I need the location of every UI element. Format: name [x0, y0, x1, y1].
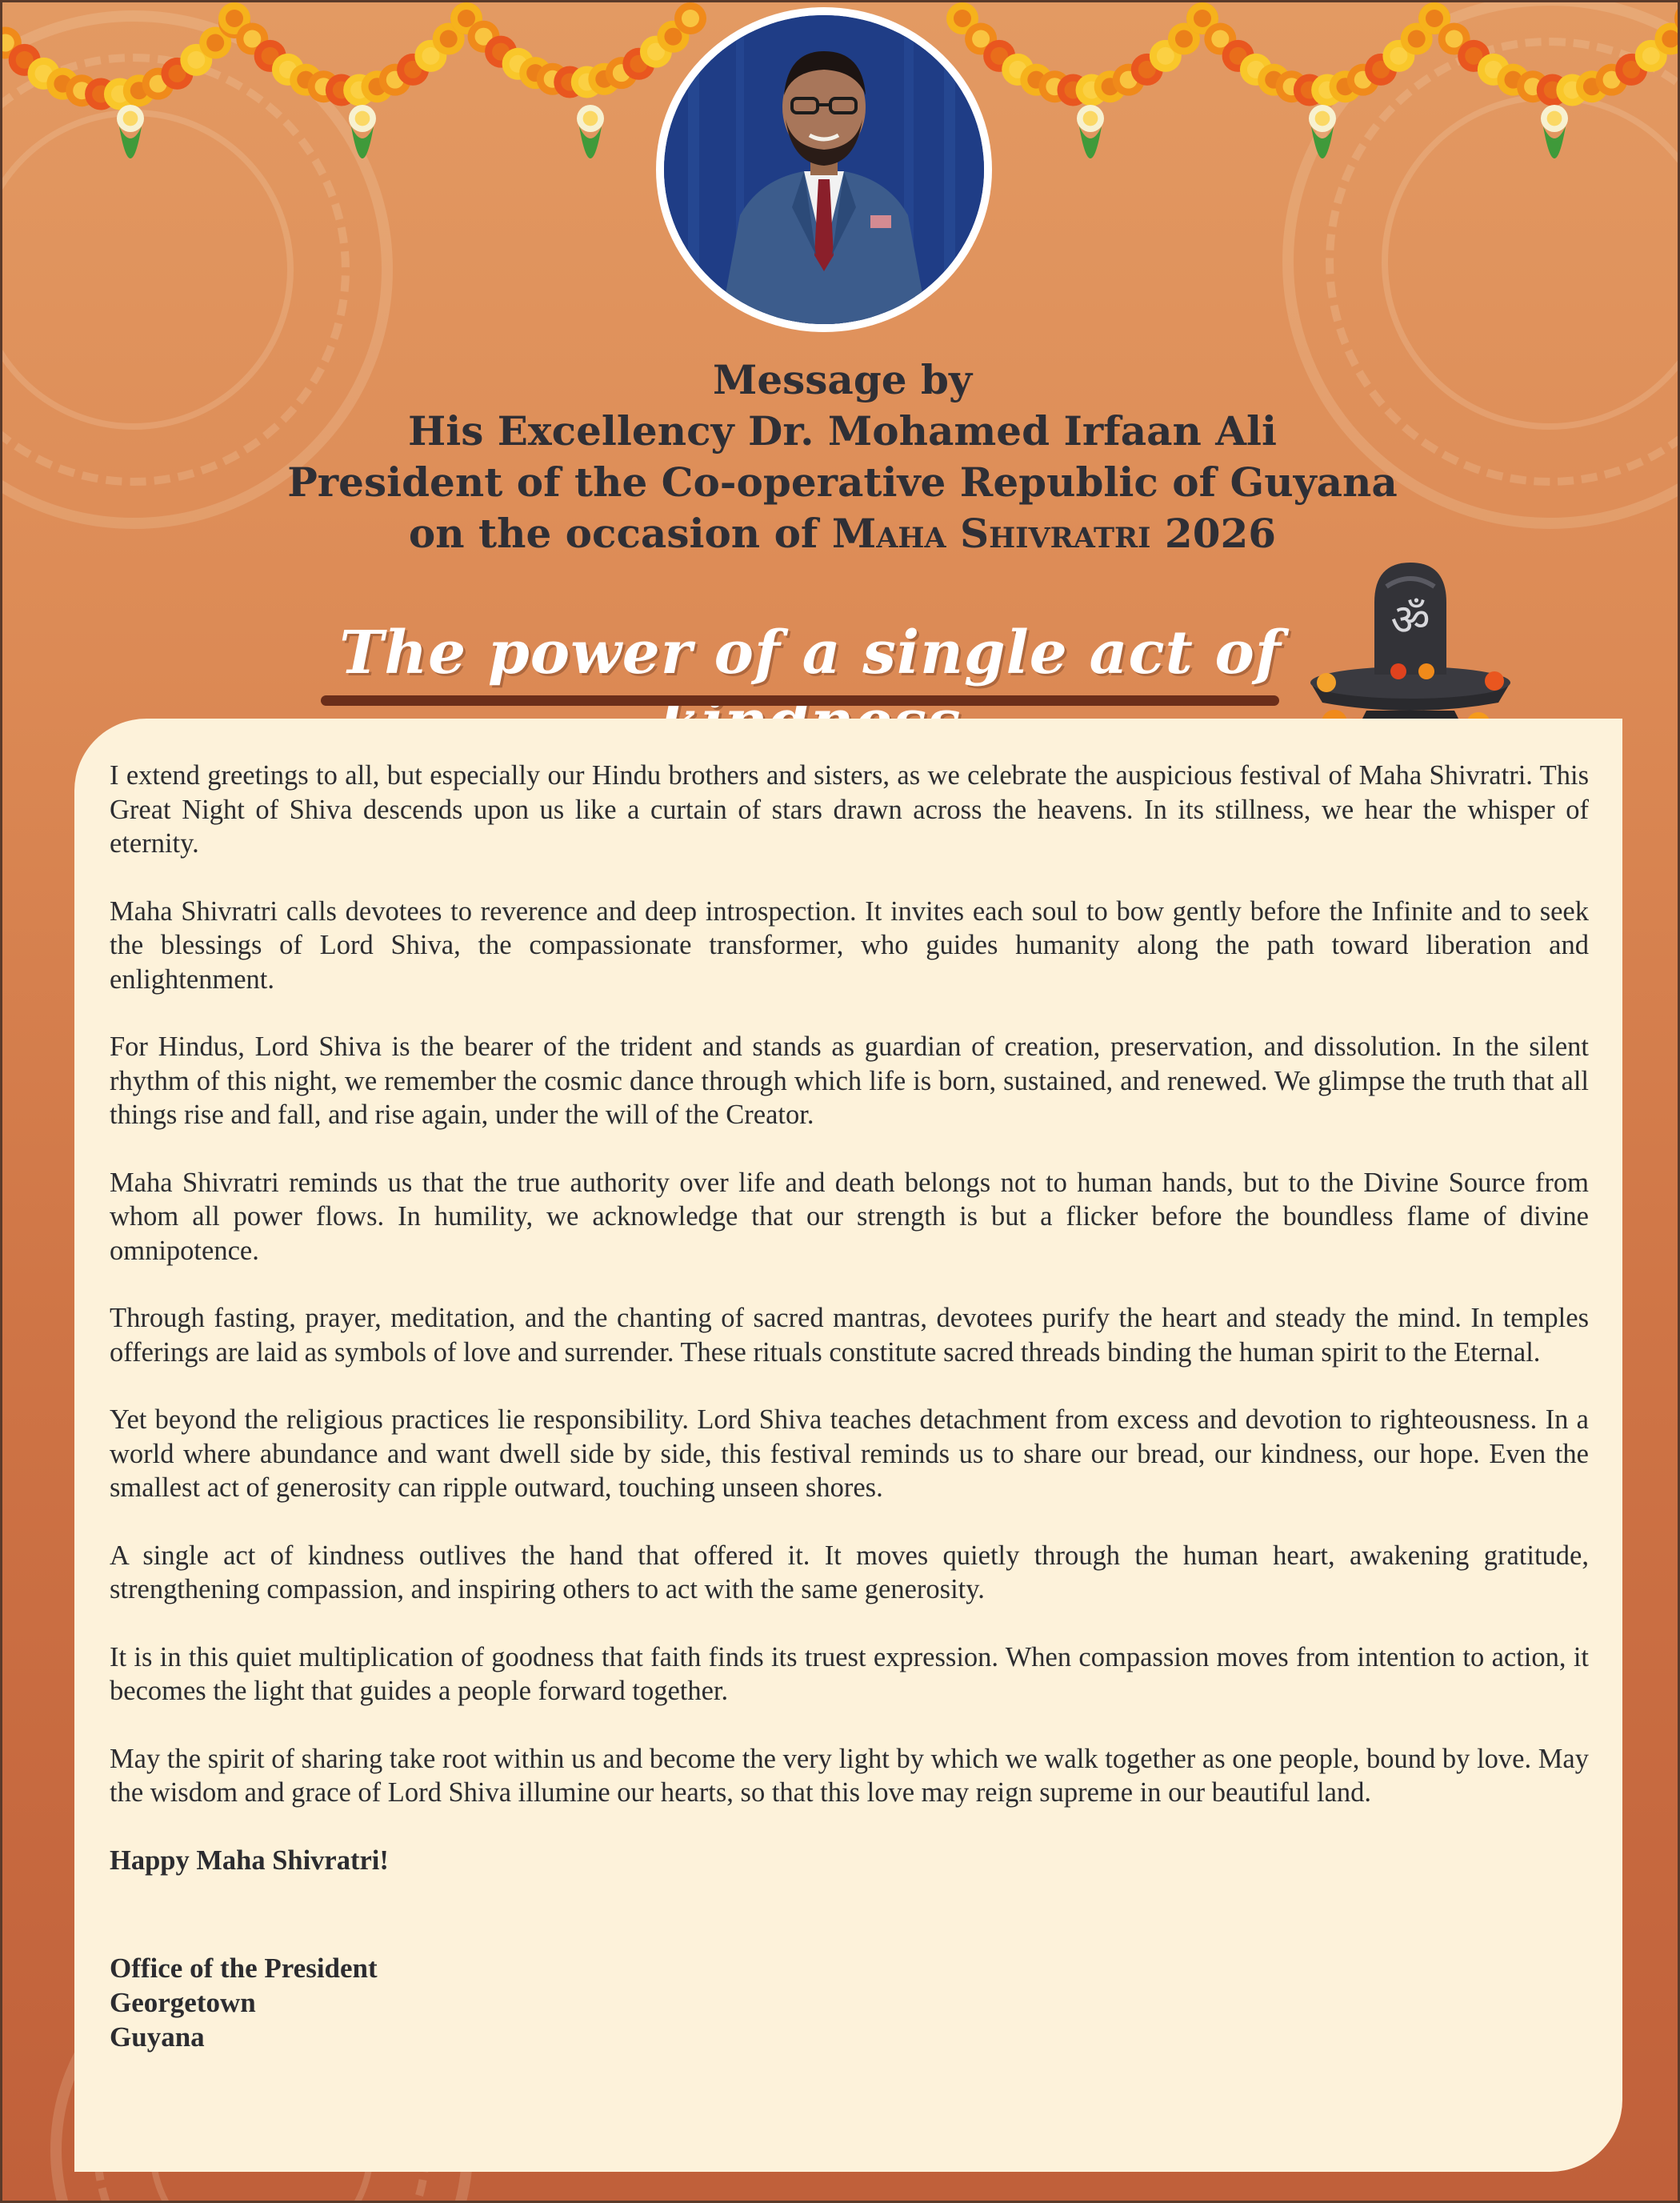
- paragraph-7: A single act of kindness outlives the hand that offered it. It moves quietly through the human heart, awakening gratitude, strengthening compassion, and inspiring others to act with the same generosity.: [110, 1540, 1589, 1604]
- heading-line-4: [2, 508, 1680, 559]
- paragraph-2: Maha Shivratri calls devotees to reverence and deep introspection. It invites each soul to bow gently before the Infinite and to seek the blessings of Lord Shiva, the compassionate transformer, who guides humanity along the path toward liberation and enlightenment.: [110, 895, 1589, 995]
- signature-line-2: Georgetown: [110, 1987, 256, 2018]
- paragraph-8: It is in this quiet multiplication of goodness that faith finds its truest expression. When compassion moves from intention to action, it becomes the light that guides a people forward together.: [110, 1641, 1589, 1706]
- marigold-flower: [674, 2, 706, 34]
- paragraph-4: Maha Shivratri reminds us that the true authority over life and death belongs not to human hands, but to the Divine Source from whom all power flows. In humility, we acknowledge that our strength is but a flicker before the boundless flame of divine omnipotence.: [110, 1167, 1589, 1266]
- heading-line-2: His Excellency Dr. Mohamed Irfaan Ali: [407, 407, 1278, 455]
- signature-block: [110, 1951, 1589, 2054]
- heading-line-4-occasion: Maha Shivratri 2026: [831, 510, 1277, 557]
- heading-line-4-prefix: on the occasion of: [408, 510, 832, 557]
- paragraph-5: Through fasting, prayer, meditation, and the chanting of sacred mantras, devotees purify the heart and steady the mind. In temples offerings are laid as symbols of love and surrender. These rituals constitute sacred threads binding the human spirit to the Eternal.: [110, 1303, 1589, 1368]
- marigold-flower: [1309, 105, 1336, 132]
- paragraph-9: May the spirit of sharing take root within us and become the very light by which we walk together as one people, bound by love. May the wisdom and grace of Lord Shiva illumine our hearts, so that this love may reign supreme in our beautiful land.: [110, 1743, 1589, 1808]
- marigold-flower: [1077, 105, 1104, 132]
- tagline-underline: [321, 695, 1279, 706]
- paragraph-1: I extend greetings to all, but especially our Hindu brothers and sisters, as we celebrate the auspicious festival of Maha Shivratri. This Great Night of Shiva descends upon us like a curtain of stars drawn across the heavens. In its stillness, we hear the whisper of eternity.: [110, 760, 1589, 859]
- president-portrait-illustration: [664, 15, 984, 324]
- heading-line-3: President of the Co-operative Republic of Guyana: [287, 459, 1398, 506]
- marigold-flower: [349, 105, 376, 132]
- closing-greeting: Happy Maha Shivratri!: [110, 1845, 389, 1876]
- message-body: [110, 759, 1589, 1877]
- paragraph-6: Yet beyond the religious practices lie responsibility. Lord Shiva teaches detachment from excess and devotion to righteousness. In a world where abundance and want dwell side by side, this festival reminds us to share our bread, our kindness, our hope. Even the smallest act of generosity can ripple outward, touching unseen shores.: [110, 1404, 1589, 1503]
- message-heading: [2, 354, 1680, 559]
- portrait-photo: [656, 7, 992, 332]
- marigold-flower: [577, 105, 604, 132]
- marigold-flower: [117, 105, 144, 132]
- tagline: The power of a single act of: [339, 619, 1282, 687]
- message-card: [74, 719, 1622, 2172]
- portrait-image: [664, 15, 984, 324]
- signature-line-3: Guyana: [110, 2021, 205, 2053]
- paragraph-3: For Hindus, Lord Shiva is the bearer of the trident and stands as guardian of creation, preservation, and dissolution. In the silent rhythm of this night, we remember the cosmic dance through which life is born, sustained, and renewed. We glimpse the truth that all things rise and fall, and rise again, under the will of the Creator.: [110, 1031, 1589, 1130]
- heading-line-1: Message by: [712, 356, 973, 403]
- om-symbol: ॐ: [1390, 595, 1430, 645]
- signature-line-1: Office of the President: [110, 1953, 378, 1984]
- marigold-flower: [1541, 105, 1568, 132]
